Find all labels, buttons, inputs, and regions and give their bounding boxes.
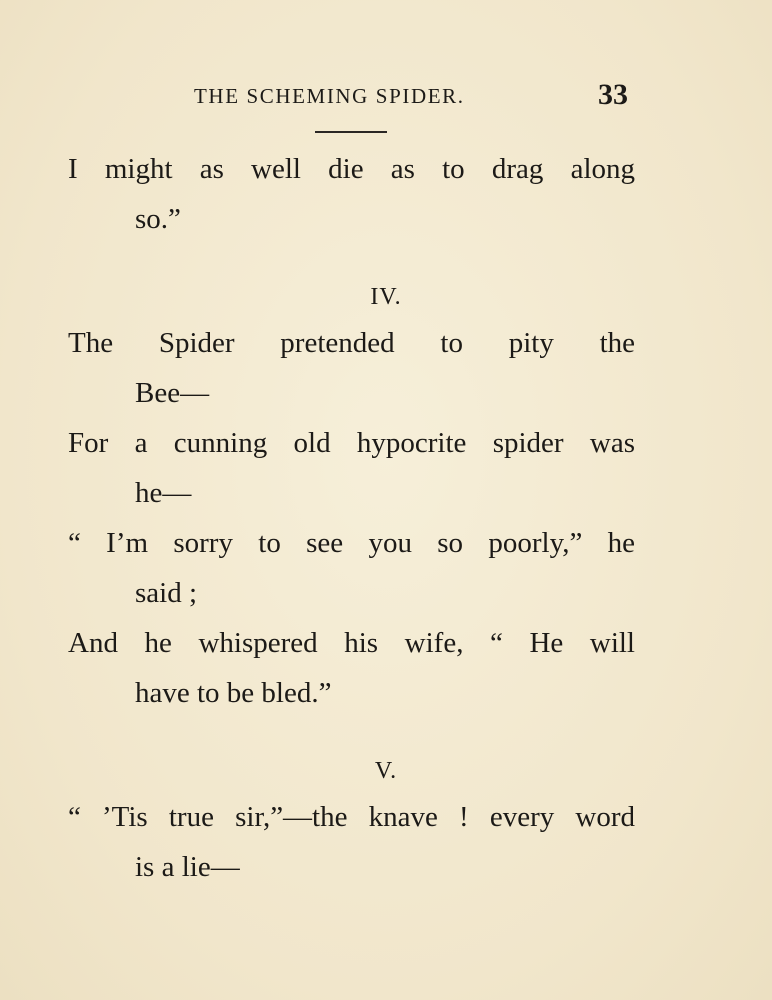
running-title: THE SCHEMING SPIDER. — [194, 84, 465, 108]
verse-line: have to be bled.” — [135, 677, 332, 709]
running-head — [0, 78, 772, 112]
verse-line: Bee— — [135, 377, 210, 409]
verse-line: “ ’Tis true sir,”—the knave ! every word — [68, 801, 635, 833]
verse-line: I might as well die as to drag along — [68, 153, 635, 185]
verse-line: For a cunning old hypocrite spider was — [68, 427, 635, 459]
verse-line: “ I’m sorry to see you so poorly,” he — [68, 527, 635, 559]
page-number: 33 — [598, 78, 628, 111]
verse-line: said ; — [135, 577, 198, 609]
verse-line: so.” — [135, 203, 181, 235]
verse-line: The Spider pretended to pity the — [68, 327, 635, 359]
stanza-number: V. — [374, 758, 398, 784]
header-rule — [315, 131, 387, 133]
verse-line: is a lie— — [135, 851, 240, 883]
verse-line: he— — [135, 477, 192, 509]
verse-line: And he whispered his wife, “ He will — [68, 627, 635, 659]
stanza-number: IV. — [370, 284, 402, 310]
